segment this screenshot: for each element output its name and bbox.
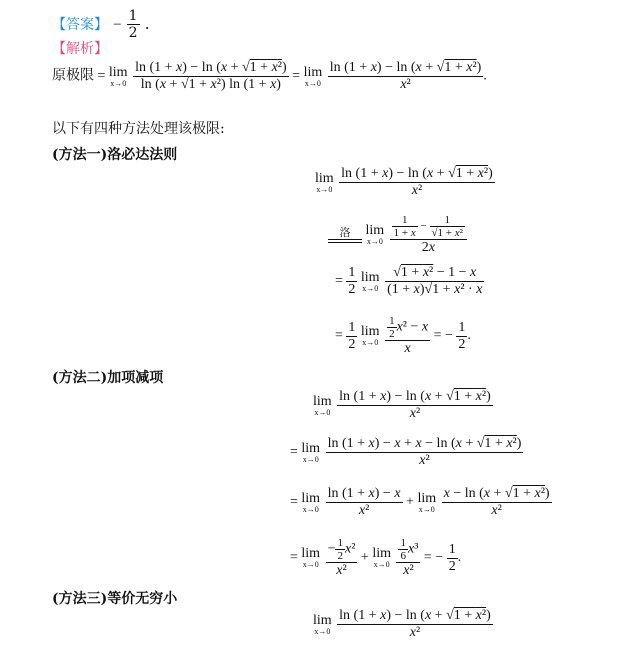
intro-text: 以下有四种方法处理该极限: — [52, 121, 225, 137]
answer-label: 【答案】 — [52, 17, 108, 33]
m2-line-4: = lim x→0 − $\frac{1}{2}$ x² x² + lim x→0 $\frac{1}{6}$ x³ x² = − $\frac{1}{2}$ . — [290, 537, 462, 578]
analysis-label: 【解析】 — [52, 41, 108, 57]
m3-line-1: lim x→0 $\frac{\text{ln (1 + x) − ln (x + √1 + x²)}}{\text{x²}}$ — [313, 608, 491, 640]
formula-line-1: 原极限 = lim x→0 $\frac{\text{ln (1 + x) − ln (x + √1 + x²)}}{\text{ln (x + √1 + x²) ln (1 + x)}}$ = lim x→0 $\frac{\text{ln (1 + x) − ln (x + √1 + x²)}}{\text{x²}}$ . — [52, 60, 487, 92]
original-limit-label: 原极限 = — [52, 68, 106, 84]
answer-fraction: $\frac{1}{2}$ — [128, 8, 138, 41]
limit-symbol: lim x→0 — [108, 64, 128, 88]
answer-sign: − — [113, 17, 122, 33]
m2-line-2: = lim x→0 $\frac{\text{ln (1 + x) − x + x − ln (x + √1 + x²)}}{\text{x²}}$ — [290, 436, 522, 468]
m1-line-4: = $\frac{1}{2}$ lim x→0 $\frac{1}{2}$ x² − x x = − $\frac{1}{2}$ . — [335, 315, 471, 356]
answer-dot: . — [144, 14, 150, 33]
limit-symbol: lim x→0 — [303, 64, 323, 88]
answer-line — [52, 8, 150, 41]
method-1-title: (方法一)洛必达法则 — [52, 147, 178, 163]
m1-line-3: = $\frac{1}{2}$ lim x→0 $\frac{\text{√1 + x² − 1 − x}}{\text{(1 + x)√1 + x² · x}}$ — [335, 265, 483, 297]
m2-line-3: = lim x→0 $\frac{\ln (1 + x) - x}{\text{x²}}$ + lim x→0 $\frac{\text{x − ln (x + √1 + x²)}}{\text{x²}}$ — [290, 486, 550, 518]
m1-line-1: lim x→0 $\frac{\text{ln (1 + x) − ln (x + √1 + x²)}}{\text{x²}}$ — [315, 166, 493, 198]
m2-line-1: lim x→0 $\frac{\text{ln (1 + x) − ln (x + √1 + x²)}}{\text{x²}}$ — [313, 389, 491, 421]
method-3-title: (方法三)等价无穷小 — [52, 591, 178, 607]
lhopital-mark: 洛 — [339, 226, 351, 239]
formula-fraction: $\frac{\text{ln (1 + x) − ln (x + √1 + x²)}}{\text{x²}}$ — [329, 60, 482, 92]
formula-fraction: $\frac{\text{ln (1 + x) − ln (x + √1 + x²)}}{\text{ln (x + √1 + x²) ln (1 + x)}}$ — [135, 60, 287, 92]
method-2-title: (方法二)加项减项 — [52, 370, 164, 386]
m1-line-2: 洛 lim x→0 $\frac{1}{1 + x}$ − $\frac{1}{\text{√1 + x²}}$ 2x — [328, 214, 467, 256]
